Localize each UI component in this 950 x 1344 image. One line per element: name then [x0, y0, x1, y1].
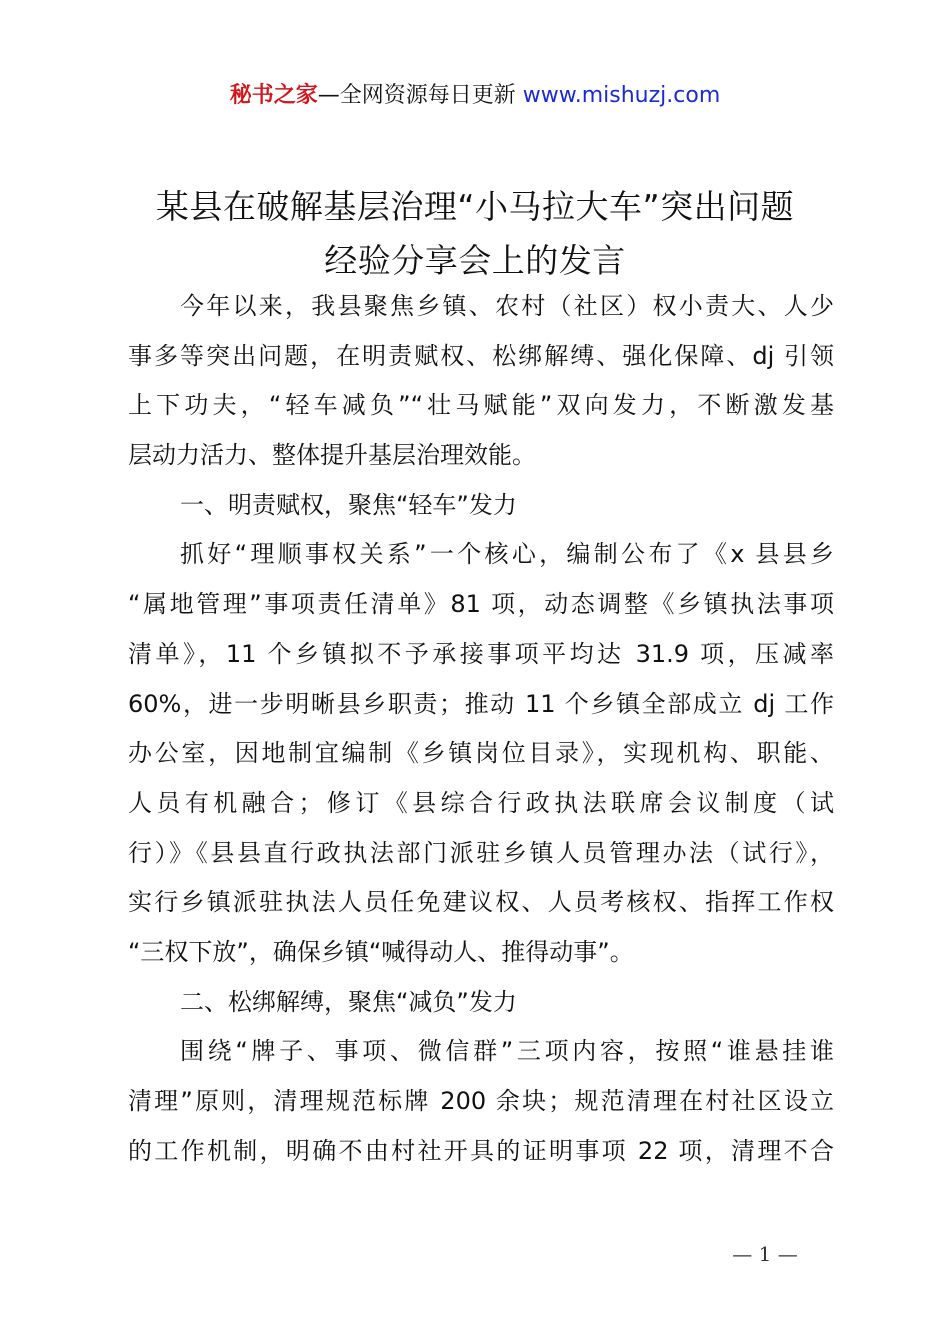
body-line: 抓好“理顺事权关系”一个核心，编制公布了《x 县县乡: [180, 540, 834, 569]
body-line: 围绕“牌子、事项、微信群”三项内容，按照“谁悬挂谁: [180, 1037, 834, 1066]
document-body: [128, 282, 834, 1176]
page-number: — 1 —: [732, 1242, 798, 1266]
body-line: 的工作机制，明确不由村社开具的证明事项 22 项，清理不合: [128, 1136, 834, 1165]
body-line: 事多等突出问题，在明责赋权、松绑解缚、强化保障、dj 引领: [128, 341, 834, 370]
body-line: 行）》《县县直行政执法部门派驻乡镇人员管理办法（试行》，: [128, 838, 834, 867]
title-line-1: 某县在破解基层治理“小马拉大车”突出问题: [155, 187, 795, 226]
body-line: “三权下放”，确保乡镇“喊得动人、推得动事”。: [128, 937, 634, 966]
section-heading-1: 一、明责赋权，聚焦“轻车”发力: [180, 490, 517, 519]
body-line: “属地管理”事项责任清单》81 项，动态调整《乡镇执法事项: [128, 590, 834, 619]
body-line: 清理”原则，清理规范标牌 200 余块；规范清理在村社区设立: [128, 1087, 834, 1115]
page-header: [0, 78, 950, 114]
body-line: 今年以来，我县聚焦乡镇、农村（社区）权小责大、人少: [180, 292, 834, 320]
body-line: 办公室，因地制宜编制《乡镇岗位目录》，实现机构、职能、: [128, 739, 834, 768]
brand-name: 秘书之家: [229, 83, 318, 108]
section-heading-2: 二、松绑解缚，聚焦“减负”发力: [180, 987, 517, 1016]
body-line: 层动力活力、整体提升基层治理效能。: [128, 441, 536, 470]
header-tagline: —全网资源每日更新: [317, 83, 523, 108]
body-line: 实行乡镇派驻执法人员任免建议权、人员考核权、指挥工作权: [128, 888, 834, 917]
document-title: [90, 180, 860, 288]
site-url-link[interactable]: www.mishuzj.com: [522, 83, 721, 108]
body-line: 上下功夫，“轻车减负”“壮马赋能”双向发力，不断激发基: [128, 391, 834, 420]
title-line-2: 经验分享会上的发言: [324, 241, 626, 280]
body-line: 60%，进一步明晰县乡职责；推动 11 个乡镇全部成立 dj 工作: [128, 689, 834, 718]
body-line: 清单》，11 个乡镇拟不予承接事项平均达 31.9 项，压减率: [128, 639, 834, 668]
body-line: 人员有机融合；修订《县综合行政执法联席会议制度（试: [128, 788, 834, 817]
